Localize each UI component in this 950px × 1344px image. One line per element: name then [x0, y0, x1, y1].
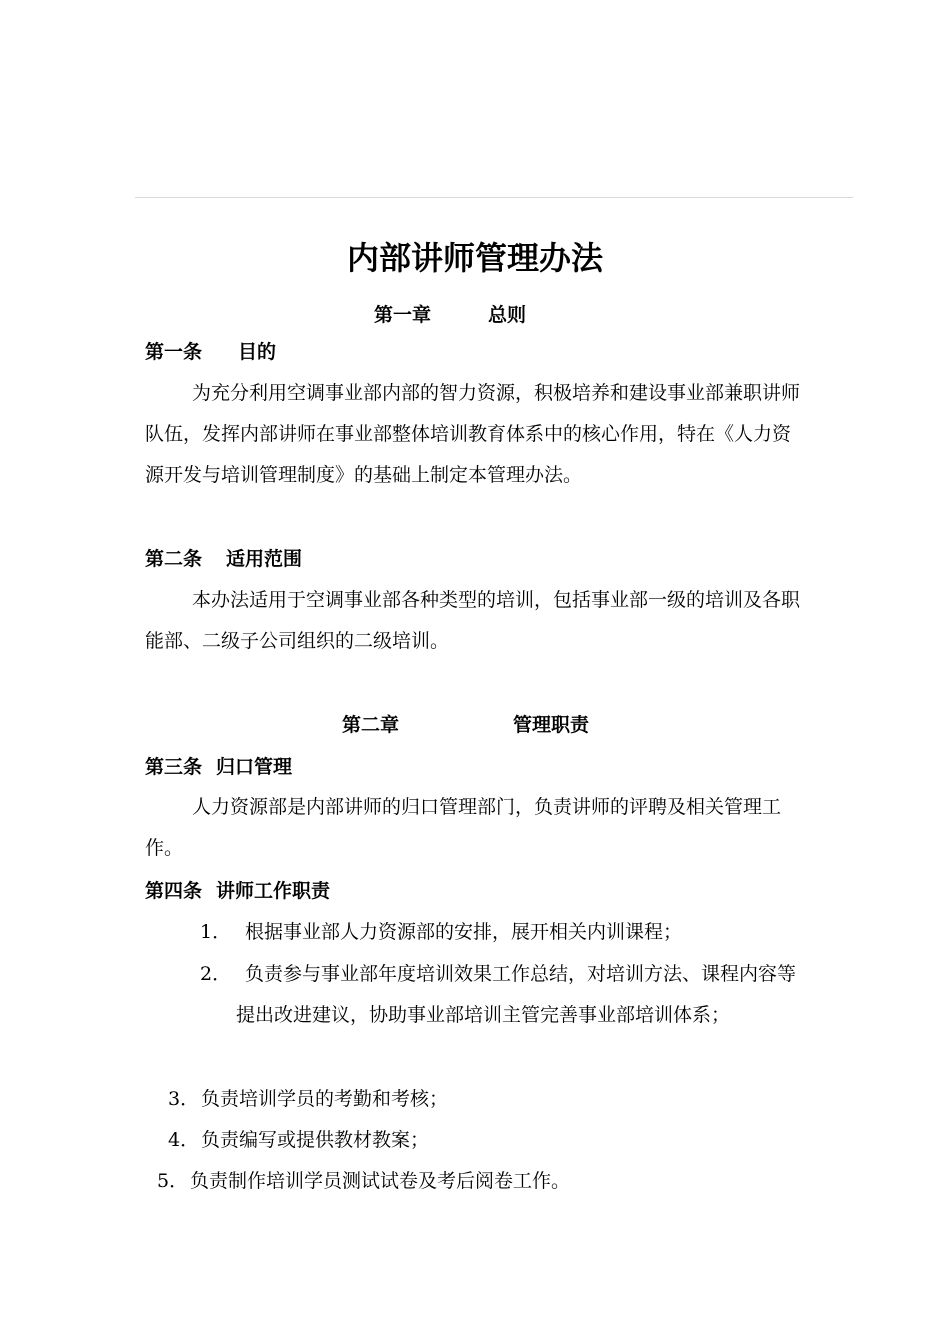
list-item [200, 954, 808, 1036]
article-heading [145, 337, 276, 367]
list-number: 4． [168, 1129, 200, 1151]
article-name: 适用范围 [226, 548, 303, 570]
chapter-heading [374, 300, 526, 330]
chapter-label: 第二章 [342, 714, 400, 736]
document-title: 内部讲师管理办法 [346, 239, 603, 277]
article-heading [145, 876, 330, 906]
article-paragraph: 为充分利用空调事业部内部的智力资源，积极培养和建设事业部兼职讲师队伍，发挥内部讲师在事业部整体培训教育体系中的核心作用，特在《人力资源开发与培训管理制度》的基础上制定本管理办法。 [145, 382, 801, 486]
list-number: 3． [168, 1088, 200, 1110]
chapter-name: 管理职责 [513, 714, 590, 736]
article-heading [145, 752, 292, 782]
article-label: 第三条 [145, 756, 203, 778]
chapter-heading [342, 710, 589, 740]
article-paragraph: 本办法适用于空调事业部各种类型的培训，包括事业部一级的培训及各职能部、二级子公司组织的二级培训。 [145, 589, 801, 652]
list-number: 5． [157, 1170, 189, 1192]
list-text: 负责制作培训学员测试试卷及考后阅卷工作。 [190, 1170, 571, 1192]
header-rule [135, 197, 853, 198]
list-item [168, 1079, 448, 1120]
list-text: 负责培训学员的考勤和考核； [201, 1088, 449, 1110]
list-item [200, 912, 682, 953]
article-heading [145, 544, 302, 574]
list-item [168, 1120, 429, 1161]
article-label: 第一条 [145, 341, 203, 363]
list-text: 负责参与事业部年度培训效果工作总结，对培训方法、课程内容等提出改进建议，协助事业部培训主管完善事业部培训体系； [236, 963, 797, 1026]
list-text: 负责编写或提供教材教案； [201, 1129, 430, 1151]
article-name: 目的 [238, 341, 277, 363]
list-text: 根据事业部人力资源部的安排，展开相关内训课程； [245, 921, 683, 943]
article-label: 第四条 [145, 880, 203, 902]
chapter-label: 第一章 [374, 304, 432, 326]
chapter-name: 总则 [488, 304, 527, 326]
article-paragraph: 人力资源部是内部讲师的归口管理部门，负责讲师的评聘及相关管理工作。 [145, 796, 782, 859]
article-name: 归口管理 [216, 756, 293, 778]
article-name: 讲师工作职责 [216, 880, 331, 902]
list-number: 2． [200, 963, 232, 985]
article-label: 第二条 [145, 548, 203, 570]
list-number: 1． [200, 921, 232, 943]
list-item [157, 1161, 570, 1202]
